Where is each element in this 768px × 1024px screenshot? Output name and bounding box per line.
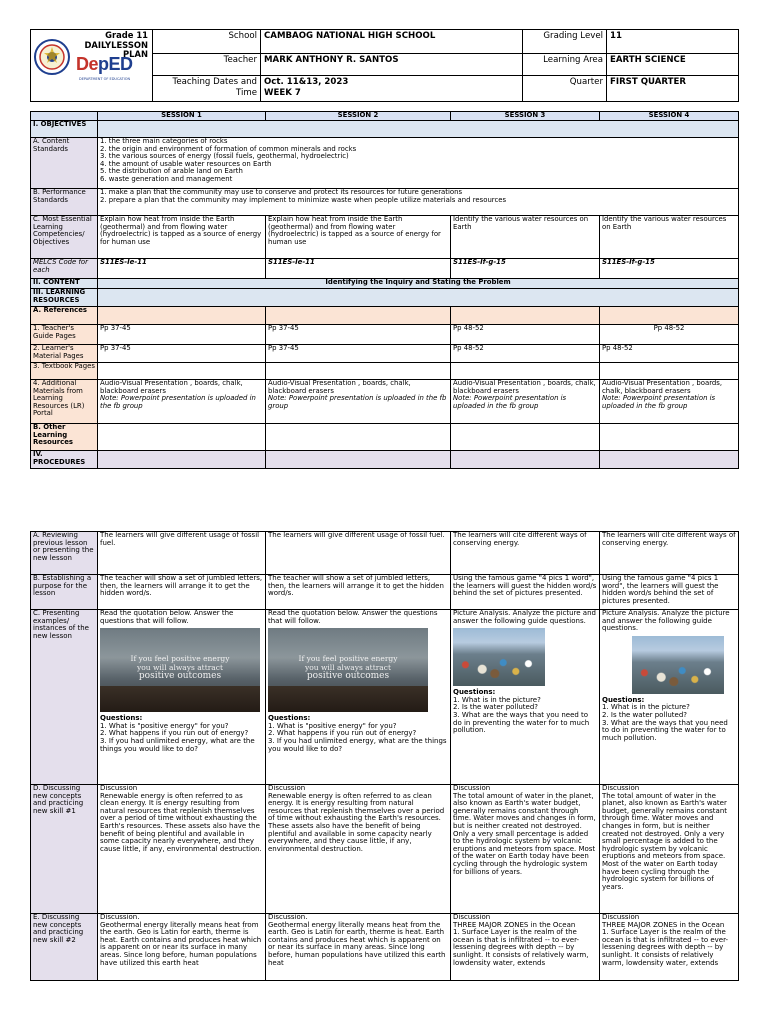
presenting-cell: Picture Analysis. Analyze the picture and answer the following guide questions. Questions: 1. What is in the picture? 2. Is the water polluted? 3. What are the ways that you need to do in preventing the water for to much pollution. xyxy=(451,610,600,785)
objectives-heading: I. OBJECTIVES xyxy=(31,121,98,138)
discussion-cell: Discussion THREE MAJOR ZONES in the Ocean 1. Surface Layer is the realm of the ocean is that is infiltrated -- to ever-lessening degrees with depth -- by sunlight. It consists of relatively warm, lowdensity water, extends xyxy=(600,914,739,981)
purpose-cell: Using the famous game "4 pics 1 word", the learners will guest the hidden word/s behind the set of pictures presented. xyxy=(451,575,600,610)
empty-cell xyxy=(98,307,266,325)
deped-logo-sub: DEPARTMENT OF EDUCATION xyxy=(79,77,131,81)
quarter-value: FIRST QUARTER xyxy=(607,76,739,102)
content-standards-label: A. Content Standards xyxy=(31,138,98,189)
session-header: SESSION 4 xyxy=(600,112,739,121)
dates-label: Teaching Dates and Time xyxy=(153,76,261,102)
area-value: EARTH SCIENCE xyxy=(607,54,739,76)
discussion-cell: Discussion Renewable energy is often referred to as clean energy. It is energy resulting from natural resources that replenish themselves over a period of time without exhausting the Earth's resources. These assets also have the benefit of being plentiful and available in some capacity nearly everywhere, and they cause little, if any, environmental destruction. xyxy=(98,785,266,914)
competency-cell: Identify the various water resources on Earth xyxy=(600,216,739,259)
content-standards: 1. the three main categories of rocks 2. the origin and environment of formation of common minerals and rocks 3. the various sources of energy (fossil fuels, geothermal, hydroelectric) 4. the amount of usable water resources on Earth 5. the distribution of arable land on Earth 6. waste generation and management xyxy=(98,138,739,189)
grading-value: 11 xyxy=(607,30,739,54)
empty-cell xyxy=(600,451,739,469)
empty-cell xyxy=(98,363,266,380)
melcs-code: S11ES-If-g-15 xyxy=(451,259,600,279)
review-cell: The learners will cite different ways of conserving energy. xyxy=(451,532,600,575)
discussion-cell: Discussion The total amount of water in the planet, also known as Earth's water budget, generally remains constant through time. Water moves and changes in form, but is neither created not destroyed. Only a very small percentage is added to the hydrologic system by volcanic eruptions and meteors from space. Most of the water on Earth today have been cycling through the hydrologic system for billions of years. xyxy=(600,785,739,914)
purpose-cell: The teacher will show a set of jumbled letters, then, the learners will arrange it to get the hidden word/s. xyxy=(98,575,266,610)
lm-pages: Pp 37-45 xyxy=(98,345,266,363)
content-heading: II. CONTENT xyxy=(31,279,98,289)
school-value: CAMBAOG NATIONAL HIGH SCHOOL xyxy=(261,30,523,54)
review-cell: The learners will cite different ways of conserving energy. xyxy=(600,532,739,575)
purpose-cell: The teacher will show a set of jumbled letters, then, the learners will arrange it to get the hidden word/s. xyxy=(266,575,451,610)
melcs-code: S11ES-Ie-11 xyxy=(266,259,451,279)
empty-cell xyxy=(98,424,266,451)
competency-cell: Explain how heat from inside the Earth (geothermal) and from flowing water (hydroelectric) is tapped as a source of energy for human use xyxy=(266,216,451,259)
teachers-guide-label: 1. Teacher's Guide Pages xyxy=(31,325,98,345)
purpose-cell: Using the famous game "4 pics 1 word", the learners will guest the hidden word/s behind the set of pictures presented. xyxy=(600,575,739,610)
discussion-cell: Discussion THREE MAJOR ZONES in the Ocean 1. Surface Layer is the realm of the ocean is that is infiltrated -- to ever-lessening degrees with depth -- by sunlight. It consists of relatively warm, lowdensity water, extends xyxy=(451,914,600,981)
positive-energy-image: If you feel positive energy you will always attract positive outcomes xyxy=(268,628,428,712)
tg-pages: Pp 37-45 xyxy=(98,325,266,345)
review-label: A. Reviewing previous lesson or presenting the new lesson xyxy=(31,532,98,575)
additional-materials: Audio-Visual Presentation , boards, chalk, blackboard erasers Note: Powerpoint presentation is uploaded in the fb group xyxy=(98,380,266,424)
polluted-water-image xyxy=(453,628,545,686)
presenting-cell: Read the quotation below. Answer the questions that will follow. If you feel positive energy you will always attract positive outcomes Questions: 1. What is "positive energy" for you? 2. What happens if you run out of energy? 3. If you had unlimited energy, what are the things you would like to do? xyxy=(98,610,266,785)
tg-pages: Pp 37-45 xyxy=(266,325,451,345)
lm-pages: Pp 48-52 xyxy=(451,345,600,363)
empty-cell xyxy=(451,307,600,325)
melcs-code-label: MELCS Code for each xyxy=(31,259,98,279)
melcs-code: S11ES-Ie-11 xyxy=(98,259,266,279)
textbook-label: 3. Textbook Pages xyxy=(31,363,98,380)
content-title: Identifying the Inquiry and Stating the Problem xyxy=(98,279,739,289)
review-cell: The learners will give different usage of fossil fuel. xyxy=(98,532,266,575)
melcs-code: S11ES-If-g-15 xyxy=(600,259,739,279)
area-label: Learning Area xyxy=(523,54,607,76)
plan-table xyxy=(30,111,739,469)
objectives-span xyxy=(98,121,739,138)
dates-value: Oct. 11&13, 2023 WEEK 7 xyxy=(261,76,523,102)
competency-cell: Explain how heat from inside the Earth (geothermal) and from flowing water (hydroelectric) is tapped as a source of energy for human use xyxy=(98,216,266,259)
learning-resources-span xyxy=(98,289,739,307)
empty-cell xyxy=(451,424,600,451)
additional-materials: Audio-Visual Presentation , boards, chalk, blackboard erasers Note: Powerpoint presentation is uploaded in the fb group xyxy=(266,380,451,424)
purpose-label: B. Establishing a purpose for the lesson xyxy=(31,575,98,610)
teacher-value: MARK ANTHONY R. SANTOS xyxy=(261,54,523,76)
competencies-label: C. Most Essential Learning Competencies/ Objectives xyxy=(31,216,98,259)
presenting-label: C. Presenting examples/ instances of the new lesson xyxy=(31,610,98,785)
positive-energy-image: If you feel positive energy you will always attract positive outcomes xyxy=(100,628,260,712)
learning-resources-heading: III. LEARNING RESOURCES xyxy=(31,289,98,307)
empty-cell xyxy=(451,363,600,380)
performance-standards-label: B. Performance Standards xyxy=(31,189,98,216)
header-table xyxy=(30,29,739,102)
references-label: A. References xyxy=(31,307,98,325)
discussion-cell: Discussion Renewable energy is often referred to as clean energy. It is energy resulting from natural resources that replenish themselves over a period of time without exhausting the Earth's resources. These assets also have the benefit of being plentiful and available in some capacity nearly everywhere, and they cause little, if any, environmental destruction. xyxy=(266,785,451,914)
other-resources-label: B. Other Learning Resources xyxy=(31,424,98,451)
procedures-heading: IV. PROCEDURES xyxy=(31,451,98,469)
header-logo-cell xyxy=(31,30,153,102)
tg-pages: Pp 48-52 xyxy=(451,325,600,345)
learners-material-label: 2. Learner's Material Pages xyxy=(31,345,98,363)
session-header: SESSION 3 xyxy=(451,112,600,121)
grading-label: Grading Level xyxy=(523,30,607,54)
discussing-2-label: E. Discussing new concepts and practicing new skill #2 xyxy=(31,914,98,981)
deped-logo: DepED xyxy=(76,54,133,74)
presenting-cell: Read the quotation below. Answer the questions that will follow. If you feel positive energy you will always attract positive outcomes Questions: 1. What is "positive energy" for you? 2. What happens if you run out of energy? 3. If you had unlimited energy, what are the things you would like to do? xyxy=(266,610,451,785)
empty-cell xyxy=(600,307,739,325)
presenting-cell: Picture Analysis. Analyze the picture and answer the following guide questions. Questions: 1. What is in the picture? 2. Is the water polluted? 3. What are the ways that you need to do in preventing the water for to much pollution. xyxy=(600,610,739,785)
empty-cell xyxy=(451,451,600,469)
tg-pages: Pp 48-52 xyxy=(600,325,739,345)
competency-cell: Identify the various water resources on Earth xyxy=(451,216,600,259)
empty-cell xyxy=(266,307,451,325)
additional-materials: Audio-Visual Presentation , boards, chalk, blackboard erasers Note: Powerpoint presentation is uploaded in the fb group xyxy=(451,380,600,424)
polluted-water-image xyxy=(632,636,724,694)
lm-pages: Pp 48-52 xyxy=(600,345,739,363)
discussion-cell: Discussion. Geothermal energy literally means heat from the earth. Geo is Latin for earth, therme is heat. Earth contains and produces heat which is apparent on or near its surface in many areas. Since long before, human populations have utilized this earth heat xyxy=(266,914,451,981)
session-header: SESSION 1 xyxy=(98,112,266,121)
dlp-title: Grade 11 DAILYLESSON PLAN xyxy=(84,30,148,60)
additional-materials: Audio-Visual Presentation , boards, chalk, blackboard erasers Note: Powerpoint presentation is uploaded in the fb group xyxy=(600,380,739,424)
empty-cell xyxy=(266,451,451,469)
teacher-label: Teacher xyxy=(153,54,261,76)
performance-standards: 1. make a plan that the community may use to conserve and protect its resources for future generations 2. prepare a plan that the community may implement to minimize waste when people utilize materials and resources xyxy=(98,189,739,216)
additional-materials-label: 4. Additional Materials from Learning Resources (LR) Portal xyxy=(31,380,98,424)
empty-cell xyxy=(266,363,451,380)
corner-cell xyxy=(31,112,98,121)
procedures-table xyxy=(30,531,739,981)
empty-cell xyxy=(98,451,266,469)
empty-cell xyxy=(266,424,451,451)
discussion-cell: Discussion. Geothermal energy literally means heat from the earth. Geo is Latin for earth, therme is heat. Earth contains and produces heat which is apparent on or near its surface in many areas. Since long before, human populations have utilized this earth heat xyxy=(98,914,266,981)
discussion-cell: Discussion The total amount of water in the planet, also known as Earth's water budget, generally remains constant through time. Water moves and changes in form, but is neither created not destroyed. Only a very small percentage is added to the hydrologic system by volcanic eruptions and meteors from space. Most of the water on Earth today have been cycling through the hydrologic system for billions of years. xyxy=(451,785,600,914)
lm-pages: Pp 37-45 xyxy=(266,345,451,363)
discussing-1-label: D. Discussing new concepts and practicing new skill #1 xyxy=(31,785,98,914)
review-cell: The learners will give different usage of fossil fuel. xyxy=(266,532,451,575)
quarter-label: Quarter xyxy=(523,76,607,102)
empty-cell xyxy=(600,424,739,451)
deped-seal-icon xyxy=(33,37,71,77)
empty-cell xyxy=(600,363,739,380)
school-label: School xyxy=(153,30,261,54)
session-header: SESSION 2 xyxy=(266,112,451,121)
